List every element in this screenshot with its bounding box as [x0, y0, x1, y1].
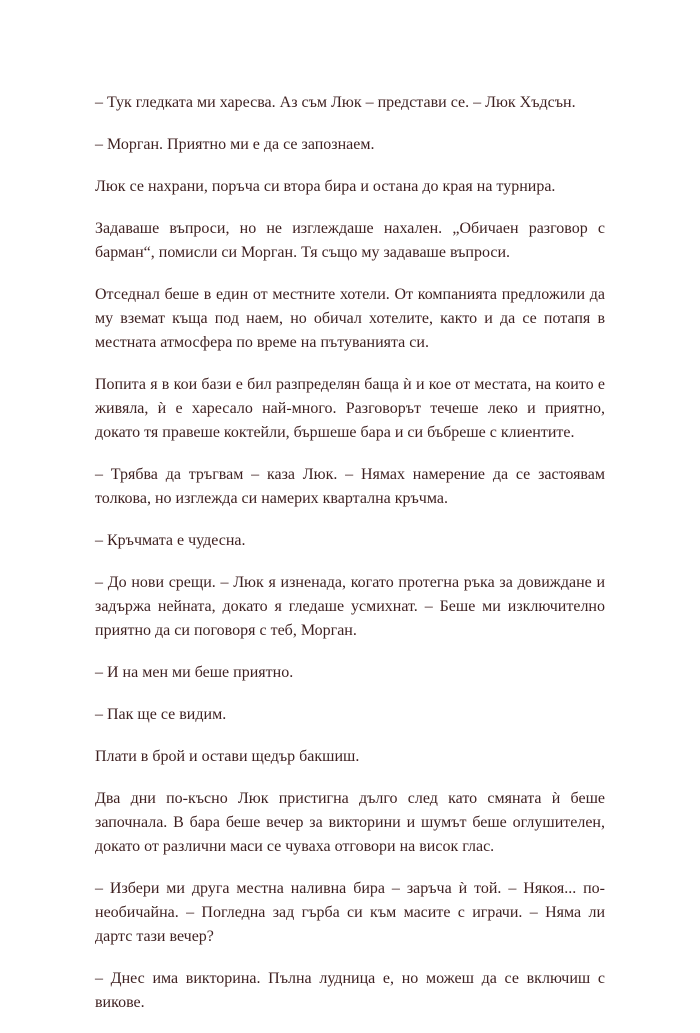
paragraph: – Днес има викторина. Пълна лудница е, но можеш да се включиш с викове.	[95, 970, 605, 1011]
paragraph: – Избери ми друга местна наливна бира – заръча ѝ той. – Някоя... по-необичайна. – Погледна зад гърба си към масите с играчи. – Няма ли дартс тази вечер?	[95, 880, 605, 945]
paragraph: Два дни по-късно Люк пристигна дълго след като смяната ѝ беше започнала. В бара беше вечер за викторини и шумът беше оглушителен, докато от различни маси се чуваха отговори на висок глас.	[95, 790, 605, 855]
paragraph: Плати в брой и остави щедър бакшиш.	[95, 748, 360, 765]
paragraph: – И на мен ми беше приятно.	[95, 664, 294, 681]
paragraph: – Пак ще се видим.	[95, 706, 227, 723]
paragraph: Люк се нахрани, поръча си втора бира и остана до края на турнира.	[95, 178, 556, 195]
paragraph: – Кръчмата е чудесна.	[95, 532, 246, 549]
paragraph: – Тук гледката ми харесва. Аз съм Люк – представи се. – Люк Хъдсън.	[95, 94, 576, 111]
paragraph: Отседнал беше в един от местните хотели. От компанията предложили да му вземат къща под наем, но обичал хотелите, както и да се потапя в местната атмосфера по време на пътуванията си.	[95, 286, 605, 351]
paragraph: – Трябва да тръгвам – каза Люк. – Нямах намерение да се застоявам толкова, но изглежда си намерих квартална кръчма.	[95, 466, 605, 507]
text-body	[95, 91, 605, 1033]
paragraph: Попита я в кои бази е бил разпределян баща ѝ и кое от местата, на които е живяла, ѝ е харесало най-много. Разговорът течеше леко и приятно, докато тя правеше коктейли, бършеше бара и си бъбреше с клиентите.	[95, 376, 605, 441]
paragraph: – До нови срещи. – Люк я изненада, когато протегна ръка за довиждане и задържа нейната, докато я гледаше усмихнат. – Беше ми изключително приятно да си поговоря с теб, Морган.	[95, 574, 605, 639]
paragraph: Задаваше въпроси, но не изглеждаше нахален. „Обичаен разговор с барман“, помисли си Морган. Тя също му задаваше въпроси.	[95, 220, 605, 261]
paragraph: – Морган. Приятно ми е да се запознаем.	[95, 136, 375, 153]
